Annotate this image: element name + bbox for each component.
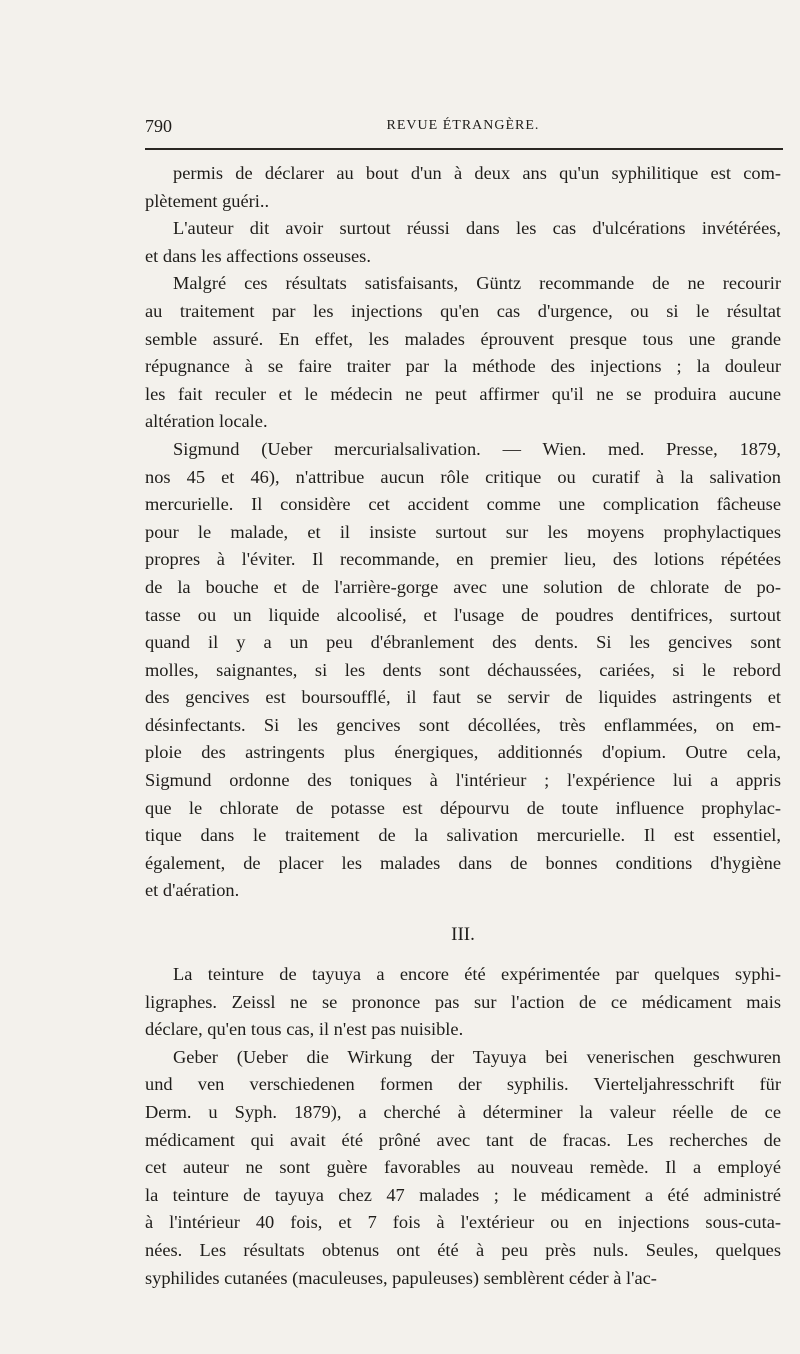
header-rule — [145, 148, 783, 150]
text-line: la teinture de tayuya chez 47 malades ; le médicament a été administré — [145, 1184, 781, 1205]
running-title: REVUE ÉTRANGÈRE. — [386, 118, 540, 133]
text-line: semble assuré. En effet, les malades éprouvent presque tous une grande — [145, 328, 781, 349]
text-line: cet auteur ne sont guère favorables au nouveau remède. Il a employé — [145, 1157, 781, 1178]
text-line: Sigmund (Ueber mercurialsalivation. — Wien. med. Presse, 1879, — [173, 438, 781, 459]
text-line: pour le malade, et il insiste surtout sur les moyens prophylactiques — [145, 521, 781, 542]
text-block-top — [145, 160, 781, 905]
text-line: nées. Les résultats obtenus ont été à peu près nuls. Seules, quelques — [145, 1239, 781, 1260]
paragraph — [145, 436, 781, 905]
text-line: permis de déclarer au bout d'un à deux ans qu'un syphilitique est com- — [173, 163, 781, 183]
text-line: médicament qui avait été prôné avec tant de fracas. Les recherches de — [145, 1129, 781, 1150]
text-line: de la bouche et de l'arrière-gorge avec une solution de chlorate de po- — [145, 576, 781, 597]
text-line: La teinture de tayuya a encore été expérimentée par quelques syphi- — [173, 964, 781, 985]
text-line: et dans les affections osseuses. — [145, 245, 371, 266]
text-line: que le chlorate de potasse est dépourvu de toute influence prophylac- — [145, 797, 781, 818]
text-line: et d'aération. — [145, 880, 240, 901]
text-line: Derm. u Syph. 1879), a cherché à déterminer la valeur réelle de ce — [145, 1102, 781, 1122]
page-header — [145, 116, 781, 138]
paragraph — [145, 215, 781, 270]
text-line: Malgré ces résultats satisfaisants, Güntz recommande de ne recourir — [173, 273, 781, 294]
text-line: également, de placer les malades dans de bonnes conditions d'hygiène — [145, 852, 781, 873]
text-line: déclare, qu'en tous cas, il n'est pas nuisible. — [145, 1019, 464, 1040]
text-line: désinfectants. Si les gencives sont décollées, très enflammées, on em- — [145, 714, 781, 735]
text-line: plètement guéri.. — [145, 190, 270, 211]
text-line: quand il y a un peu d'ébranlement des dents. Si les gencives sont — [145, 632, 781, 653]
section-heading: III. — [451, 924, 475, 946]
text-line: les fait reculer et le médecin ne peut affirmer qu'il ne se produira aucune — [145, 383, 781, 404]
text-line: tique dans le traitement de la salivation mercurielle. Il est essentiel, — [145, 825, 781, 846]
text-line: propres à l'éviter. Il recommande, en premier lieu, des lotions répétées — [145, 549, 781, 570]
text-line: ploie des astringents plus énergiques, additionnés d'opium. Outre cela, — [145, 742, 781, 763]
text-line: répugnance à se faire traiter par la méthode des injections ; la douleur — [145, 356, 781, 377]
text-line: tasse ou un liquide alcoolisé, et l'usage de poudres dentifrices, surtout — [145, 604, 781, 625]
text-block-bottom — [145, 961, 781, 1292]
page-body — [145, 160, 781, 1292]
text-line: à l'intérieur 40 fois, et 7 fois à l'extérieur ou en injections sous-cuta- — [145, 1212, 781, 1233]
paragraph — [145, 160, 781, 215]
text-line: Geber (Ueber die Wirkung der Tayuya bei venerischen geschwuren — [173, 1046, 781, 1067]
text-line: Sigmund ordonne des toniques à l'intérieur ; l'expérience lui a appris — [145, 770, 781, 791]
page-number: 790 — [145, 116, 172, 136]
text-line: au traitement par les injections qu'en cas d'urgence, ou si le résultat — [145, 300, 781, 321]
text-line: des gencives est boursoufflé, il faut se servir de liquides astringents et — [145, 687, 781, 708]
text-line: mercurielle. Il considère cet accident comme une complication fâcheuse — [145, 494, 781, 515]
text-line: syphilides cutanées (maculeuses, papuleuses) semblèrent céder à l'ac- — [145, 1267, 657, 1288]
text-line: ligraphes. Zeissl ne se prononce pas sur l'action de ce médicament mais — [145, 991, 781, 1012]
paragraph — [145, 961, 781, 1044]
text-line: nos 45 et 46), n'attribue aucun rôle critique ou curatif à la salivation — [145, 466, 781, 487]
paragraph — [145, 270, 781, 436]
paragraph — [145, 1044, 781, 1292]
text-line: molles, saignantes, si les dents sont déchaussées, cariées, si le rebord — [145, 659, 781, 680]
text-line: und ven verschiedenen formen der syphilis. Vierteljahresschrift für — [145, 1074, 781, 1095]
text-line: altération locale. — [145, 411, 268, 432]
text-line: L'auteur dit avoir surtout réussi dans les cas d'ulcérations invétérées, — [173, 218, 781, 239]
